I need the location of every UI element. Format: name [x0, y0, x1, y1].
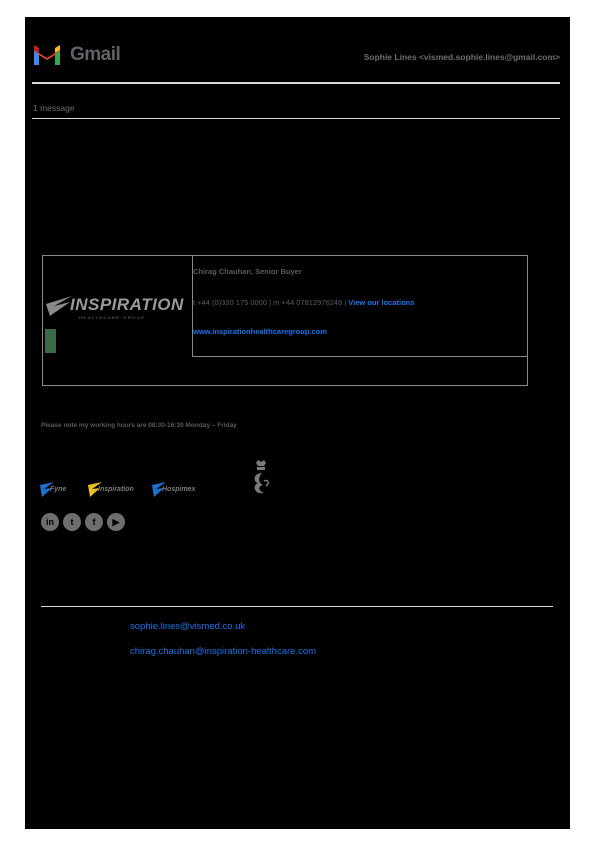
fyne-brand-name: Fyne: [50, 486, 67, 493]
app-name: Gmail: [70, 44, 121, 65]
logo-subtitle: HEALTHCARE GROUP: [79, 315, 146, 320]
inspiration-logo: [44, 290, 184, 328]
youtube-button[interactable]: [107, 513, 125, 531]
linkedin-icon: in: [46, 517, 54, 527]
green-banner-image: [45, 329, 56, 353]
signature-phone: [193, 298, 414, 307]
queens-award-emblem-icon: [246, 459, 276, 499]
twitter-icon: t: [70, 517, 74, 527]
footer-divider: [41, 606, 553, 607]
logo-text: INSPIRATION: [70, 295, 184, 314]
facebook-button[interactable]: [85, 513, 103, 531]
gmail-logo-icon: [32, 44, 62, 66]
account-address: Sophie Lines <vismed.sophie.lines@gmail.com>: [363, 52, 560, 62]
email-link-chirag[interactable]: chirag.chauhan@inspiration-healthcare.com: [130, 646, 317, 657]
website-link[interactable]: www.inspirationhealthcaregroup.com: [193, 327, 327, 336]
twitter-button[interactable]: [63, 513, 81, 531]
message-divider: [32, 118, 560, 119]
fyne-brand-logo[interactable]: [40, 481, 76, 499]
inspiration-brand-logo[interactable]: [88, 481, 140, 499]
hospimex-brand-logo[interactable]: [152, 481, 216, 499]
phone-numbers: t +44 (0)330 175 0000 | m +44 07812976248 |: [193, 298, 349, 307]
linkedin-button[interactable]: [41, 513, 59, 531]
signature-name: Chirag Chauhan, Senior Buyer: [193, 267, 302, 276]
header-divider: [32, 82, 560, 84]
email-link-sophie[interactable]: sophie.lines@vismed.co.uk: [130, 621, 246, 632]
email-print-page: [25, 17, 570, 829]
youtube-icon: ▶: [112, 517, 120, 527]
working-hours-note: Please note my working hours are 08:30-16:30 Monday – Friday: [41, 422, 237, 429]
locations-link[interactable]: View our locations: [348, 298, 415, 307]
facebook-icon: f: [92, 517, 96, 527]
message-count: 1 message: [33, 103, 75, 113]
inspiration-brand-name: Inspiration: [98, 486, 134, 493]
hospimex-brand-name: Hospimex: [162, 486, 196, 493]
